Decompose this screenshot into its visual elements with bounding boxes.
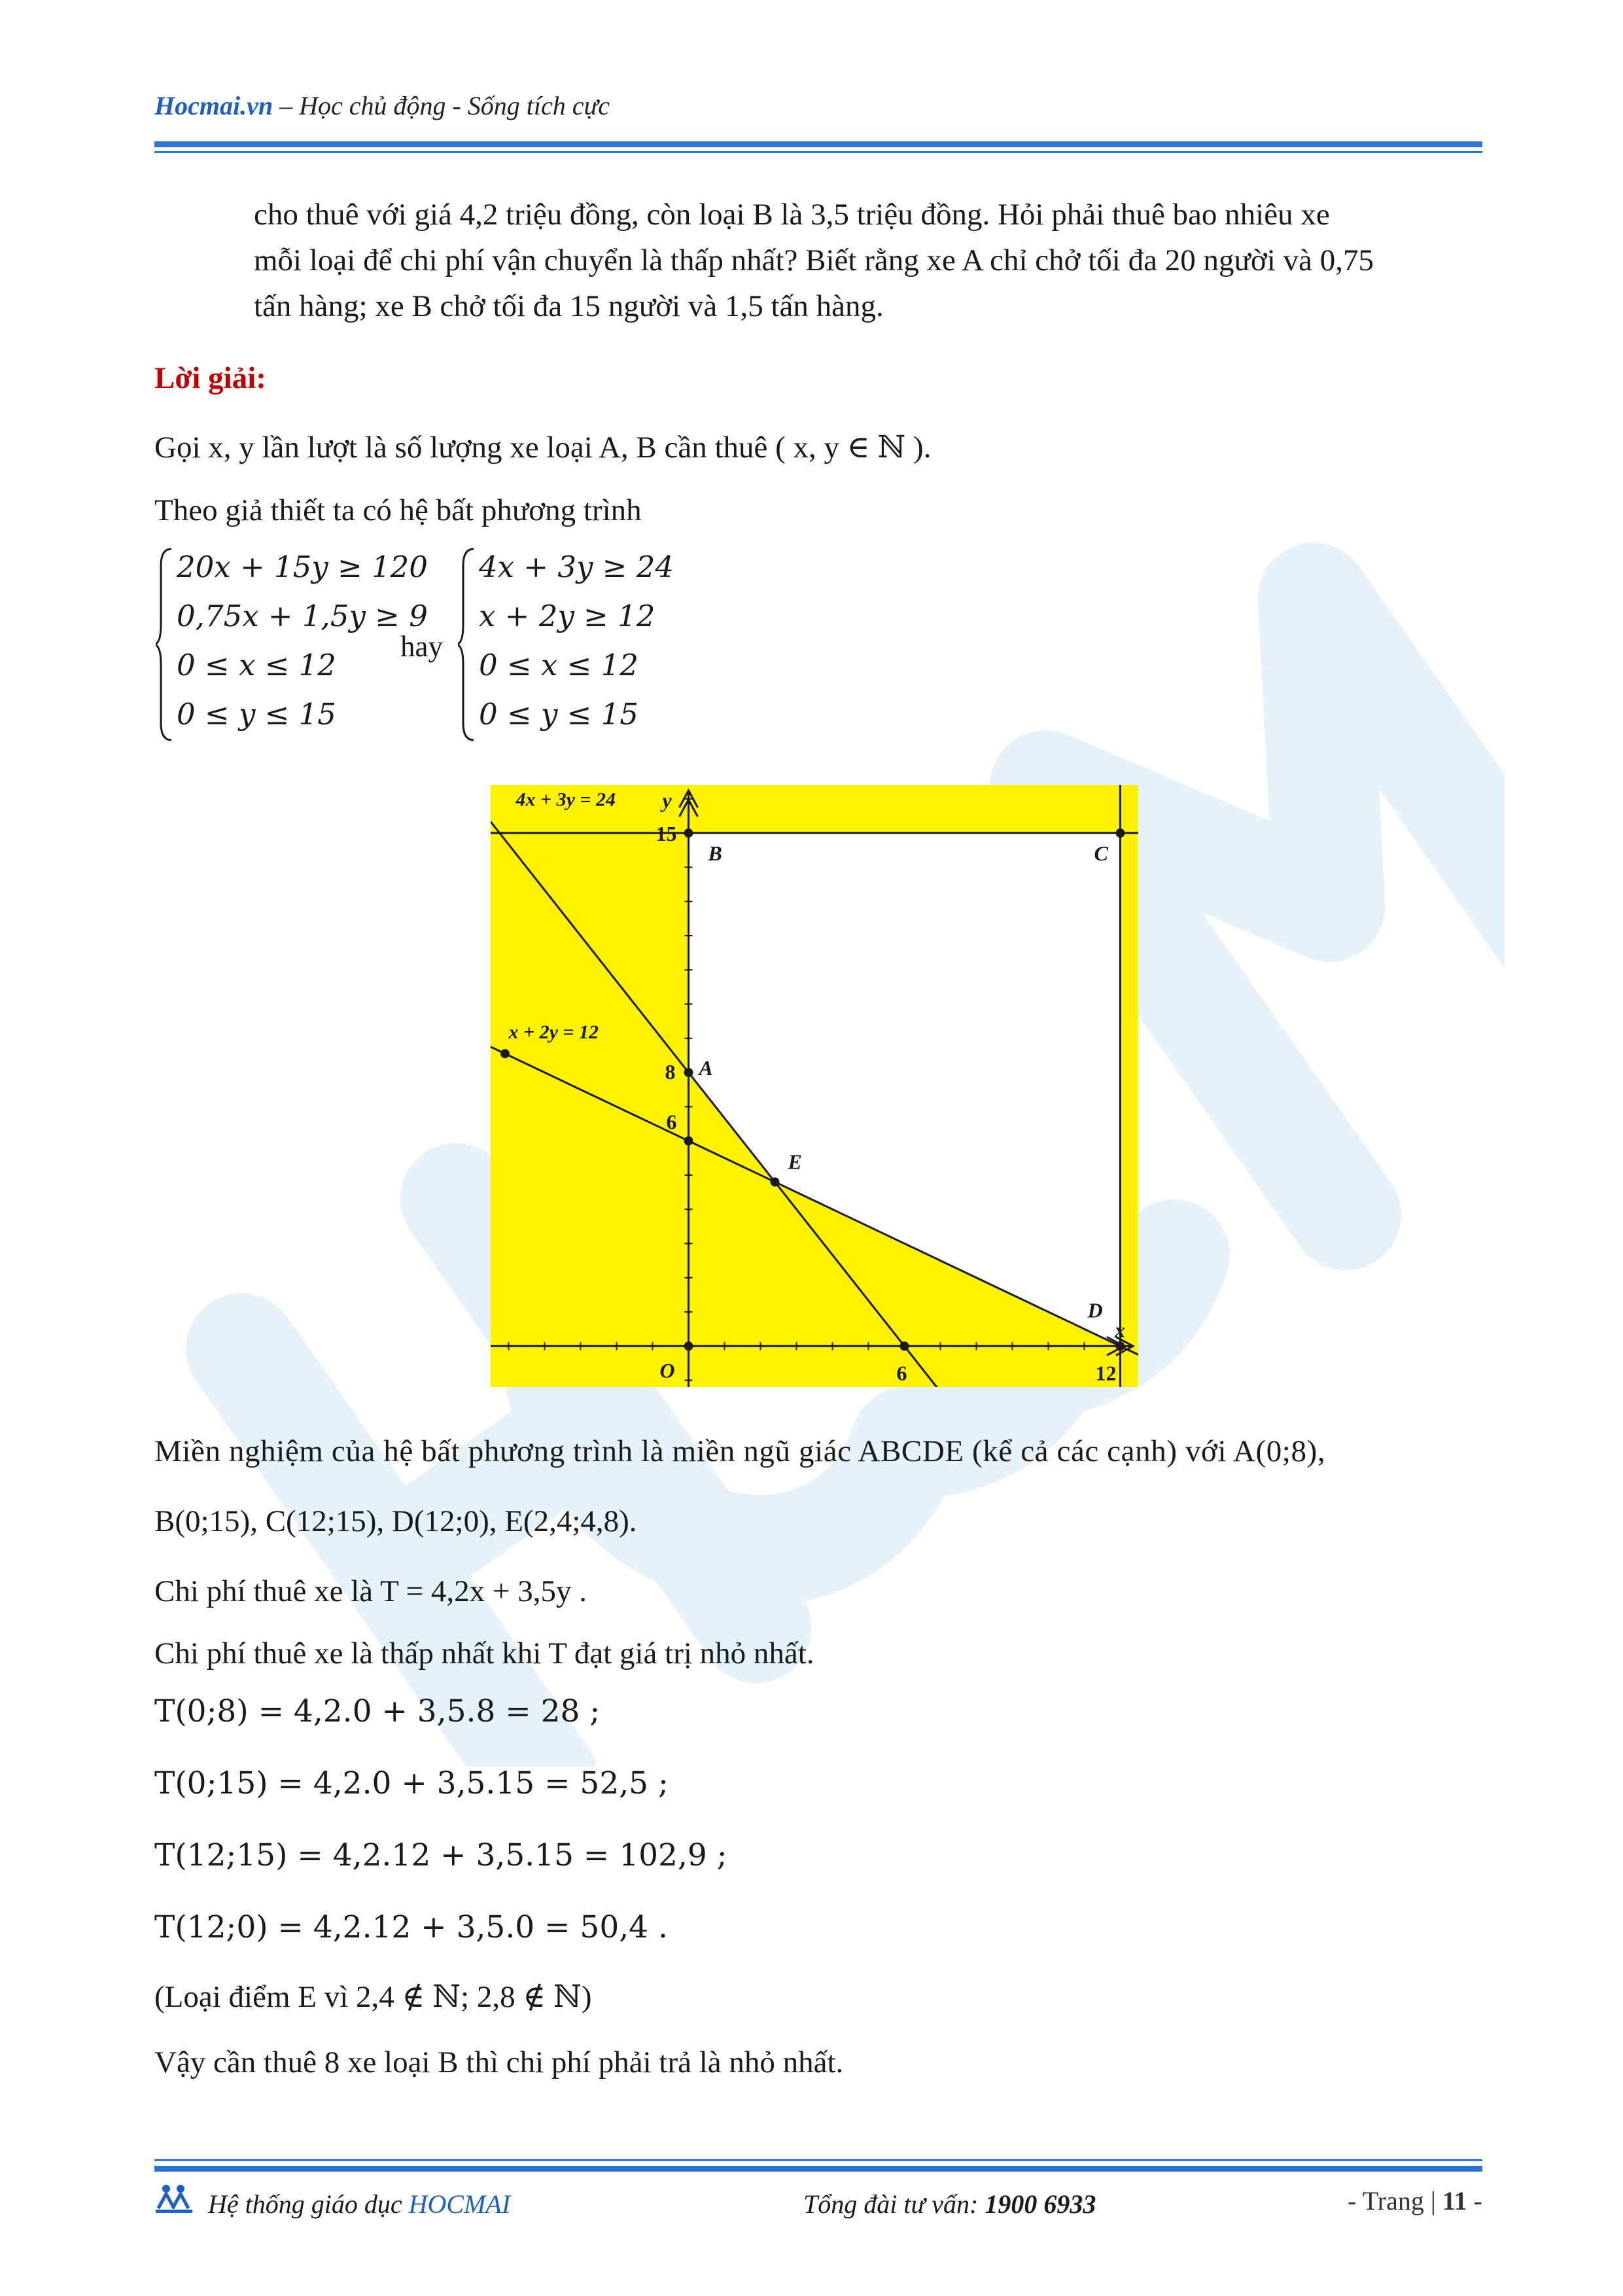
hotline-label: Tổng đài tư vấn: <box>803 2189 985 2219</box>
footer-hotline <box>803 2189 1096 2219</box>
problem-line: mỗi loại để chi phí vận chuyển là thấp nhất? Biết rằng xe A chỉ chở tối đa 20 người và 0,75 <box>254 243 1374 277</box>
point-label-e: E <box>788 1150 802 1174</box>
problem-line: cho thuê với giá 4,2 triệu đồng, còn loại B là 3,5 triệu đồng. Hỏi phải thuê bao nhiêu xe <box>254 198 1330 232</box>
conclusion-line: B(0;15), C(12;15), D(12;0), E(2,4;4,8). <box>154 1504 637 1538</box>
left-brace <box>156 546 175 743</box>
header-slogan: – Học chủ động - Sống tích cực <box>273 91 610 120</box>
feasible-region-chart <box>491 785 1138 1387</box>
conclusion-note: (Loại điểm E vì 2,4 ∉ ℕ; 2,8 ∉ ℕ) <box>154 1980 592 2014</box>
tick-label: 8 <box>665 1060 676 1084</box>
point-marker <box>771 1177 780 1186</box>
inequality: 20x + 15y ≥ 120 <box>177 550 428 584</box>
cost-calculation: T(12;15) = 4,2.12 + 3,5.15 = 102,9 ; <box>154 1837 727 1873</box>
conclusion-line: Chi phí thuê xe là T = 4,2x + 3,5y . <box>154 1574 587 1608</box>
inequality: 0 ≤ y ≤ 15 <box>479 697 638 732</box>
solution-intro: Theo giả thiết ta có hệ bất phương trình <box>154 493 642 527</box>
page-number-value: 11 <box>1442 2186 1467 2216</box>
tick-label: 15 <box>655 822 677 846</box>
footer-org <box>208 2189 510 2219</box>
tick-label: 6 <box>666 1110 677 1134</box>
header-rule <box>154 141 1482 147</box>
hotline-number[interactable]: 1900 6933 <box>985 2189 1096 2219</box>
cost-calculation: T(12;0) = 4,2.12 + 3,5.0 = 50,4 . <box>154 1909 668 1945</box>
footer-rule-thin <box>154 2159 1482 2161</box>
x-axis-label: x <box>1115 1318 1125 1342</box>
point-label-a: A <box>699 1056 713 1080</box>
y-axis-label: y <box>662 788 672 812</box>
problem-line: tấn hàng; xe B chở tối đa 15 người và 1,5 tấn hàng. <box>254 289 884 323</box>
point-marker <box>500 1049 510 1058</box>
tick-label: 12 <box>1095 1361 1117 1385</box>
inequality: 0,75x + 1,5y ≥ 9 <box>177 599 428 633</box>
final-answer: Vậy cần thuê 8 xe loại B thì chi phí phải trả là nhỏ nhất. <box>154 2045 844 2079</box>
point-marker <box>684 828 693 838</box>
point-label-d: D <box>1087 1298 1103 1322</box>
header-brand[interactable]: Hocmai.vn <box>154 91 273 120</box>
page-number <box>1348 2185 1482 2216</box>
cost-calculation: T(0;15) = 4,2.0 + 3,5.15 = 52,5 ; <box>154 1765 669 1801</box>
header-rule-thin <box>154 151 1482 153</box>
inequality: x + 2y ≥ 12 <box>479 599 655 633</box>
point-marker <box>900 1341 909 1351</box>
line-label-x2y: x + 2y = 12 <box>508 1021 599 1043</box>
inequality: 0 ≤ y ≤ 15 <box>177 697 336 732</box>
point-marker <box>1116 828 1125 838</box>
point-marker <box>684 1137 693 1146</box>
point-label-o: O <box>659 1358 675 1383</box>
conclusion-line: Miền nghiệm của hệ bất phương trình là miền ngũ giác ABCDE (kể cả các cạnh) với A(0;8), <box>154 1434 1326 1468</box>
conclusion-line: Chi phí thuê xe là thấp nhất khi T đạt giá trị nhỏ nhất. <box>154 1636 814 1670</box>
inequality: 0 ≤ x ≤ 12 <box>177 648 336 682</box>
footer-org-prefix: Hệ thống giáo dục <box>208 2189 409 2219</box>
footer-org-name[interactable]: HOCMAI <box>408 2189 511 2219</box>
inequality: 0 ≤ x ≤ 12 <box>479 648 638 682</box>
page-prefix: - Trang | <box>1348 2186 1442 2216</box>
point-marker <box>684 1341 693 1351</box>
right-brace <box>458 546 478 743</box>
page-suffix: - <box>1467 2186 1482 2216</box>
tick-label: 6 <box>896 1361 907 1385</box>
solution-heading: Lời giải: <box>154 361 266 395</box>
hocmai-logo-icon <box>154 2182 194 2215</box>
point-label-c: C <box>1094 841 1108 866</box>
point-label-b: B <box>708 841 722 866</box>
solution-intro: Gọi x, y lần lượt là số lượng xe loại A, B cần thuê ( x, y ∈ ℕ ). <box>154 431 932 465</box>
line-label-4x3y: 4x + 3y = 24 <box>515 788 616 811</box>
page-header <box>154 90 1482 121</box>
point-marker <box>1116 1341 1125 1351</box>
inequality: 4x + 3y ≥ 24 <box>479 550 674 584</box>
system-connector: hay <box>400 630 443 663</box>
point-marker <box>684 1068 693 1077</box>
cost-calculation: T(0;8) = 4,2.0 + 3,5.8 = 28 ; <box>154 1693 601 1729</box>
footer-rule <box>154 2166 1482 2172</box>
